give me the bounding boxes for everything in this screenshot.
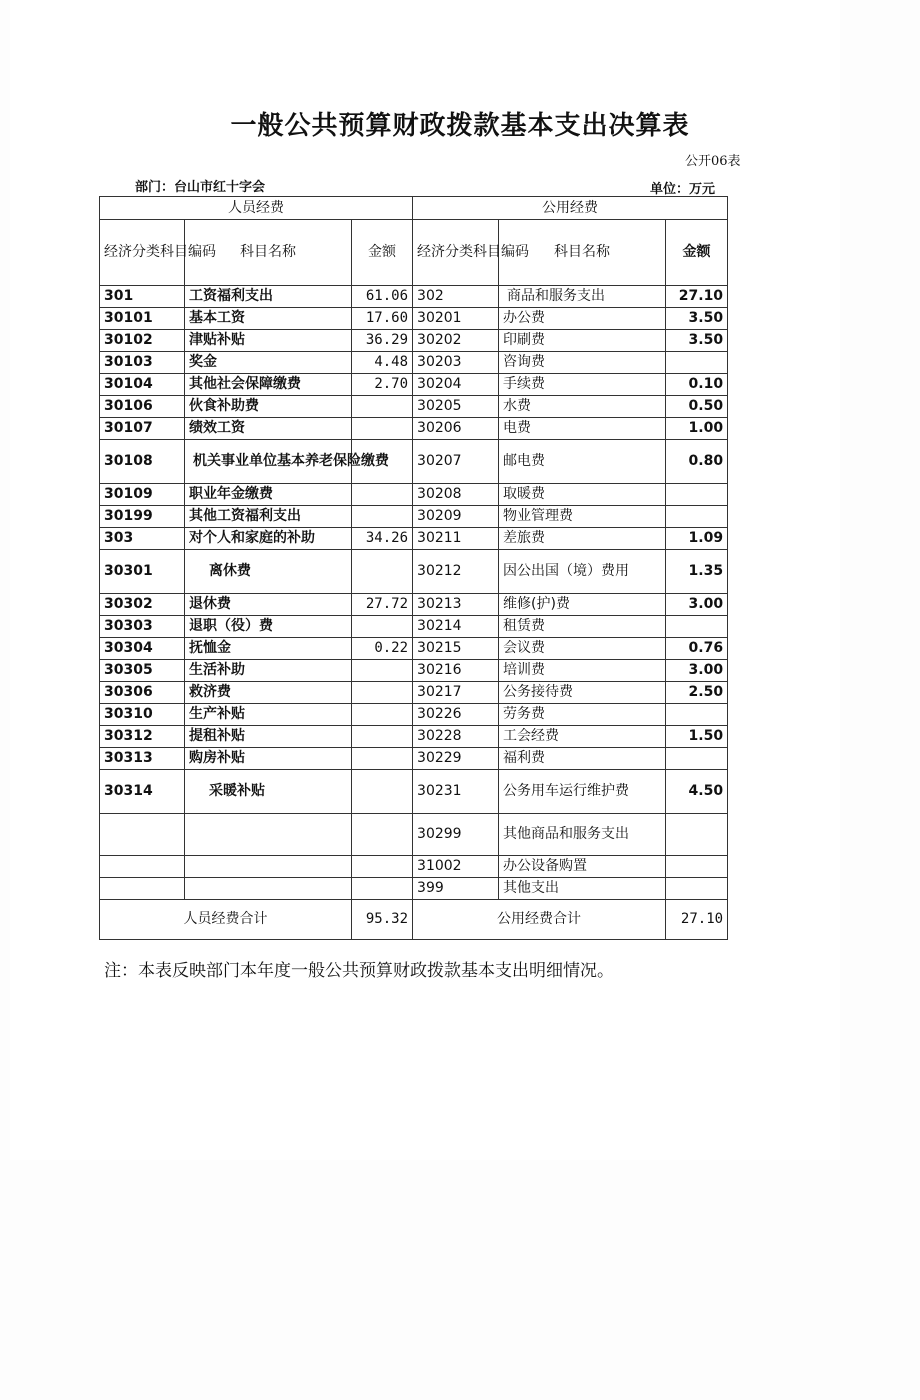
left-name-cell: 基本工资 — [185, 308, 352, 330]
right-name-cell: 工会经费 — [499, 726, 666, 748]
left-amount-cell — [352, 856, 413, 878]
left-name-cell: 生活补助 — [185, 660, 352, 682]
right-amount-cell — [666, 616, 728, 638]
footnote: 注：本表反映部门本年度一般公共预算财政拨款基本支出明细情况。 — [104, 961, 614, 981]
right-amount-cell — [666, 506, 728, 528]
col-header-name: 科目名称 — [185, 220, 352, 286]
table-row — [100, 374, 728, 396]
col-header-code: 经济分类科目编码 — [100, 220, 185, 286]
left-code-cell: 30306 — [100, 682, 185, 704]
right-name-cell: 办公费 — [499, 308, 666, 330]
expenditure-table — [99, 196, 728, 940]
table-row — [100, 682, 728, 704]
left-amount-cell — [352, 506, 413, 528]
right-code-cell: 31002 — [413, 856, 499, 878]
left-code-cell — [100, 814, 185, 856]
left-amount-cell — [352, 682, 413, 704]
right-amount-cell: 1.00 — [666, 418, 728, 440]
col-header-amount: 金额 — [352, 220, 413, 286]
left-amount-cell — [352, 396, 413, 418]
table-row — [100, 616, 728, 638]
left-code-cell: 30108 — [100, 440, 185, 484]
left-amount-cell: 27.72 — [352, 594, 413, 616]
left-code-cell: 301 — [100, 286, 185, 308]
right-name-cell: 商品和服务支出 — [499, 286, 666, 308]
left-amount-cell — [352, 418, 413, 440]
table-row — [100, 748, 728, 770]
table-row — [100, 506, 728, 528]
left-name-cell: 奖金 — [185, 352, 352, 374]
right-amount-cell: 3.00 — [666, 660, 728, 682]
right-amount-cell: 0.50 — [666, 396, 728, 418]
left-name-cell: 伙食补助费 — [185, 396, 352, 418]
left-amount-cell — [352, 748, 413, 770]
right-code-cell: 30209 — [413, 506, 499, 528]
right-code-cell: 302 — [413, 286, 499, 308]
left-name-cell: 退休费 — [185, 594, 352, 616]
left-code-cell: 30303 — [100, 616, 185, 638]
table-row — [100, 550, 728, 594]
right-name-cell: 会议费 — [499, 638, 666, 660]
left-name-cell — [185, 814, 352, 856]
page-title: 一般公共预算财政拨款基本支出决算表 — [230, 111, 690, 141]
right-code-cell: 30213 — [413, 594, 499, 616]
right-name-cell: 电费 — [499, 418, 666, 440]
right-code-cell: 30229 — [413, 748, 499, 770]
right-amount-cell — [666, 352, 728, 374]
col-header-code: 经济分类科目编码 — [413, 220, 499, 286]
right-code-cell: 30201 — [413, 308, 499, 330]
left-code-cell: 30109 — [100, 484, 185, 506]
left-amount-cell — [352, 484, 413, 506]
left-name-cell: 生产补贴 — [185, 704, 352, 726]
col-header-amount: 金额 — [666, 220, 728, 286]
right-amount-cell: 2.50 — [666, 682, 728, 704]
left-amount-cell: 34.26 — [352, 528, 413, 550]
left-name-cell: 抚恤金 — [185, 638, 352, 660]
left-code-cell: 30103 — [100, 352, 185, 374]
left-amount-cell: 17.60 — [352, 308, 413, 330]
right-amount-cell: 3.50 — [666, 330, 728, 352]
left-code-cell: 30313 — [100, 748, 185, 770]
left-code-cell: 30305 — [100, 660, 185, 682]
table-row — [100, 396, 728, 418]
left-code-cell: 30106 — [100, 396, 185, 418]
table-row — [100, 660, 728, 682]
left-code-cell: 30101 — [100, 308, 185, 330]
right-code-cell: 30208 — [413, 484, 499, 506]
left-amount-cell — [352, 550, 413, 594]
left-code-cell — [100, 856, 185, 878]
right-amount-cell: 3.50 — [666, 308, 728, 330]
form-number: 公开06表 — [685, 154, 741, 169]
col-header-name: 科目名称 — [499, 220, 666, 286]
public-total-value: 27.10 — [666, 900, 728, 940]
right-code-cell: 30231 — [413, 770, 499, 814]
table-row — [100, 352, 728, 374]
section-header-public: 公用经费 — [413, 197, 728, 220]
right-amount-cell — [666, 484, 728, 506]
department-label: 部门：台山市红十字会 — [135, 180, 266, 195]
right-code-cell: 30228 — [413, 726, 499, 748]
right-code-cell: 30216 — [413, 660, 499, 682]
left-code-cell: 30314 — [100, 770, 185, 814]
left-name-cell: 离休费 — [185, 550, 352, 594]
left-name-cell: 工资福利支出 — [185, 286, 352, 308]
public-total-label: 公用经费合计 — [413, 900, 666, 940]
table-row — [100, 814, 728, 856]
left-name-cell: 津贴补贴 — [185, 330, 352, 352]
right-amount-cell: 0.76 — [666, 638, 728, 660]
right-name-cell: 因公出国（境）费用 — [499, 550, 666, 594]
right-amount-cell: 3.00 — [666, 594, 728, 616]
right-name-cell: 手续费 — [499, 374, 666, 396]
right-amount-cell: 1.35 — [666, 550, 728, 594]
left-name-cell — [185, 856, 352, 878]
table-row — [100, 704, 728, 726]
section-header-personnel: 人员经费 — [100, 197, 413, 220]
right-name-cell: 其他支出 — [499, 878, 666, 900]
right-name-cell: 培训费 — [499, 660, 666, 682]
unit-label: 单位：万元 — [650, 182, 716, 197]
table-row — [100, 308, 728, 330]
right-name-cell: 劳务费 — [499, 704, 666, 726]
table-row — [100, 286, 728, 308]
right-amount-cell: 0.10 — [666, 374, 728, 396]
table-row — [100, 726, 728, 748]
table-row — [100, 440, 728, 484]
right-amount-cell — [666, 748, 728, 770]
table-row — [100, 418, 728, 440]
table-row — [100, 878, 728, 900]
left-amount-cell — [352, 770, 413, 814]
left-amount-cell: 36.29 — [352, 330, 413, 352]
left-name-cell: 职业年金缴费 — [185, 484, 352, 506]
table-row — [100, 770, 728, 814]
right-name-cell: 取暖费 — [499, 484, 666, 506]
left-code-cell: 30310 — [100, 704, 185, 726]
right-amount-cell: 4.50 — [666, 770, 728, 814]
right-name-cell: 其他商品和服务支出 — [499, 814, 666, 856]
left-name-cell: 绩效工资 — [185, 418, 352, 440]
left-code-cell: 30301 — [100, 550, 185, 594]
left-code-cell: 30102 — [100, 330, 185, 352]
left-name-cell: 提租补贴 — [185, 726, 352, 748]
left-amount-cell — [352, 726, 413, 748]
right-name-cell: 公务接待费 — [499, 682, 666, 704]
left-name-cell: 购房补贴 — [185, 748, 352, 770]
right-code-cell: 30215 — [413, 638, 499, 660]
right-name-cell: 维修(护)费 — [499, 594, 666, 616]
right-code-cell: 30299 — [413, 814, 499, 856]
table-row — [100, 484, 728, 506]
personnel-total-label: 人员经费合计 — [100, 900, 352, 940]
left-code-cell: 30199 — [100, 506, 185, 528]
right-code-cell: 30212 — [413, 550, 499, 594]
right-amount-cell: 1.50 — [666, 726, 728, 748]
left-name-cell: 对个人和家庭的补助 — [185, 528, 352, 550]
left-amount-cell: 2.70 — [352, 374, 413, 396]
right-name-cell: 公务用车运行维护费 — [499, 770, 666, 814]
right-amount-cell: 27.10 — [666, 286, 728, 308]
left-code-cell: 30312 — [100, 726, 185, 748]
right-name-cell: 差旅费 — [499, 528, 666, 550]
right-amount-cell: 0.80 — [666, 440, 728, 484]
right-code-cell: 30217 — [413, 682, 499, 704]
left-name-cell: 退职（役）费 — [185, 616, 352, 638]
right-code-cell: 30205 — [413, 396, 499, 418]
table-row — [100, 594, 728, 616]
right-name-cell: 咨询费 — [499, 352, 666, 374]
right-code-cell: 30204 — [413, 374, 499, 396]
left-amount-cell — [352, 878, 413, 900]
right-amount-cell — [666, 704, 728, 726]
left-code-cell: 30107 — [100, 418, 185, 440]
right-name-cell: 印刷费 — [499, 330, 666, 352]
right-name-cell: 水费 — [499, 396, 666, 418]
left-code-cell: 303 — [100, 528, 185, 550]
left-amount-cell — [352, 814, 413, 856]
left-name-cell: 采暖补贴 — [185, 770, 352, 814]
left-code-cell: 30302 — [100, 594, 185, 616]
right-code-cell: 30214 — [413, 616, 499, 638]
right-code-cell: 399 — [413, 878, 499, 900]
left-amount-cell — [352, 616, 413, 638]
table-row — [100, 330, 728, 352]
left-name-cell: 其他社会保障缴费 — [185, 374, 352, 396]
left-amount-cell: 61.06 — [352, 286, 413, 308]
right-name-cell: 租赁费 — [499, 616, 666, 638]
right-code-cell: 30226 — [413, 704, 499, 726]
left-name-cell — [185, 878, 352, 900]
left-amount-cell — [352, 660, 413, 682]
table-row — [100, 856, 728, 878]
right-code-cell: 30206 — [413, 418, 499, 440]
left-amount-cell: 4.48 — [352, 352, 413, 374]
right-code-cell: 30203 — [413, 352, 499, 374]
left-name-cell: 其他工资福利支出 — [185, 506, 352, 528]
left-code-cell: 30304 — [100, 638, 185, 660]
right-amount-cell — [666, 856, 728, 878]
left-name-cell: 救济费 — [185, 682, 352, 704]
right-code-cell: 30211 — [413, 528, 499, 550]
left-name-cell: 机关事业单位基本养老保险缴费 — [185, 440, 352, 484]
right-name-cell: 办公设备购置 — [499, 856, 666, 878]
right-amount-cell: 1.09 — [666, 528, 728, 550]
left-code-cell: 30104 — [100, 374, 185, 396]
right-name-cell: 福利费 — [499, 748, 666, 770]
right-code-cell: 30202 — [413, 330, 499, 352]
left-amount-cell — [352, 704, 413, 726]
table-row — [100, 528, 728, 550]
right-amount-cell — [666, 814, 728, 856]
right-name-cell: 物业管理费 — [499, 506, 666, 528]
personnel-total-value: 95.32 — [352, 900, 413, 940]
right-name-cell: 邮电费 — [499, 440, 666, 484]
table-row — [100, 638, 728, 660]
left-amount-cell: 0.22 — [352, 638, 413, 660]
left-code-cell — [100, 878, 185, 900]
right-amount-cell — [666, 878, 728, 900]
right-code-cell: 30207 — [413, 440, 499, 484]
